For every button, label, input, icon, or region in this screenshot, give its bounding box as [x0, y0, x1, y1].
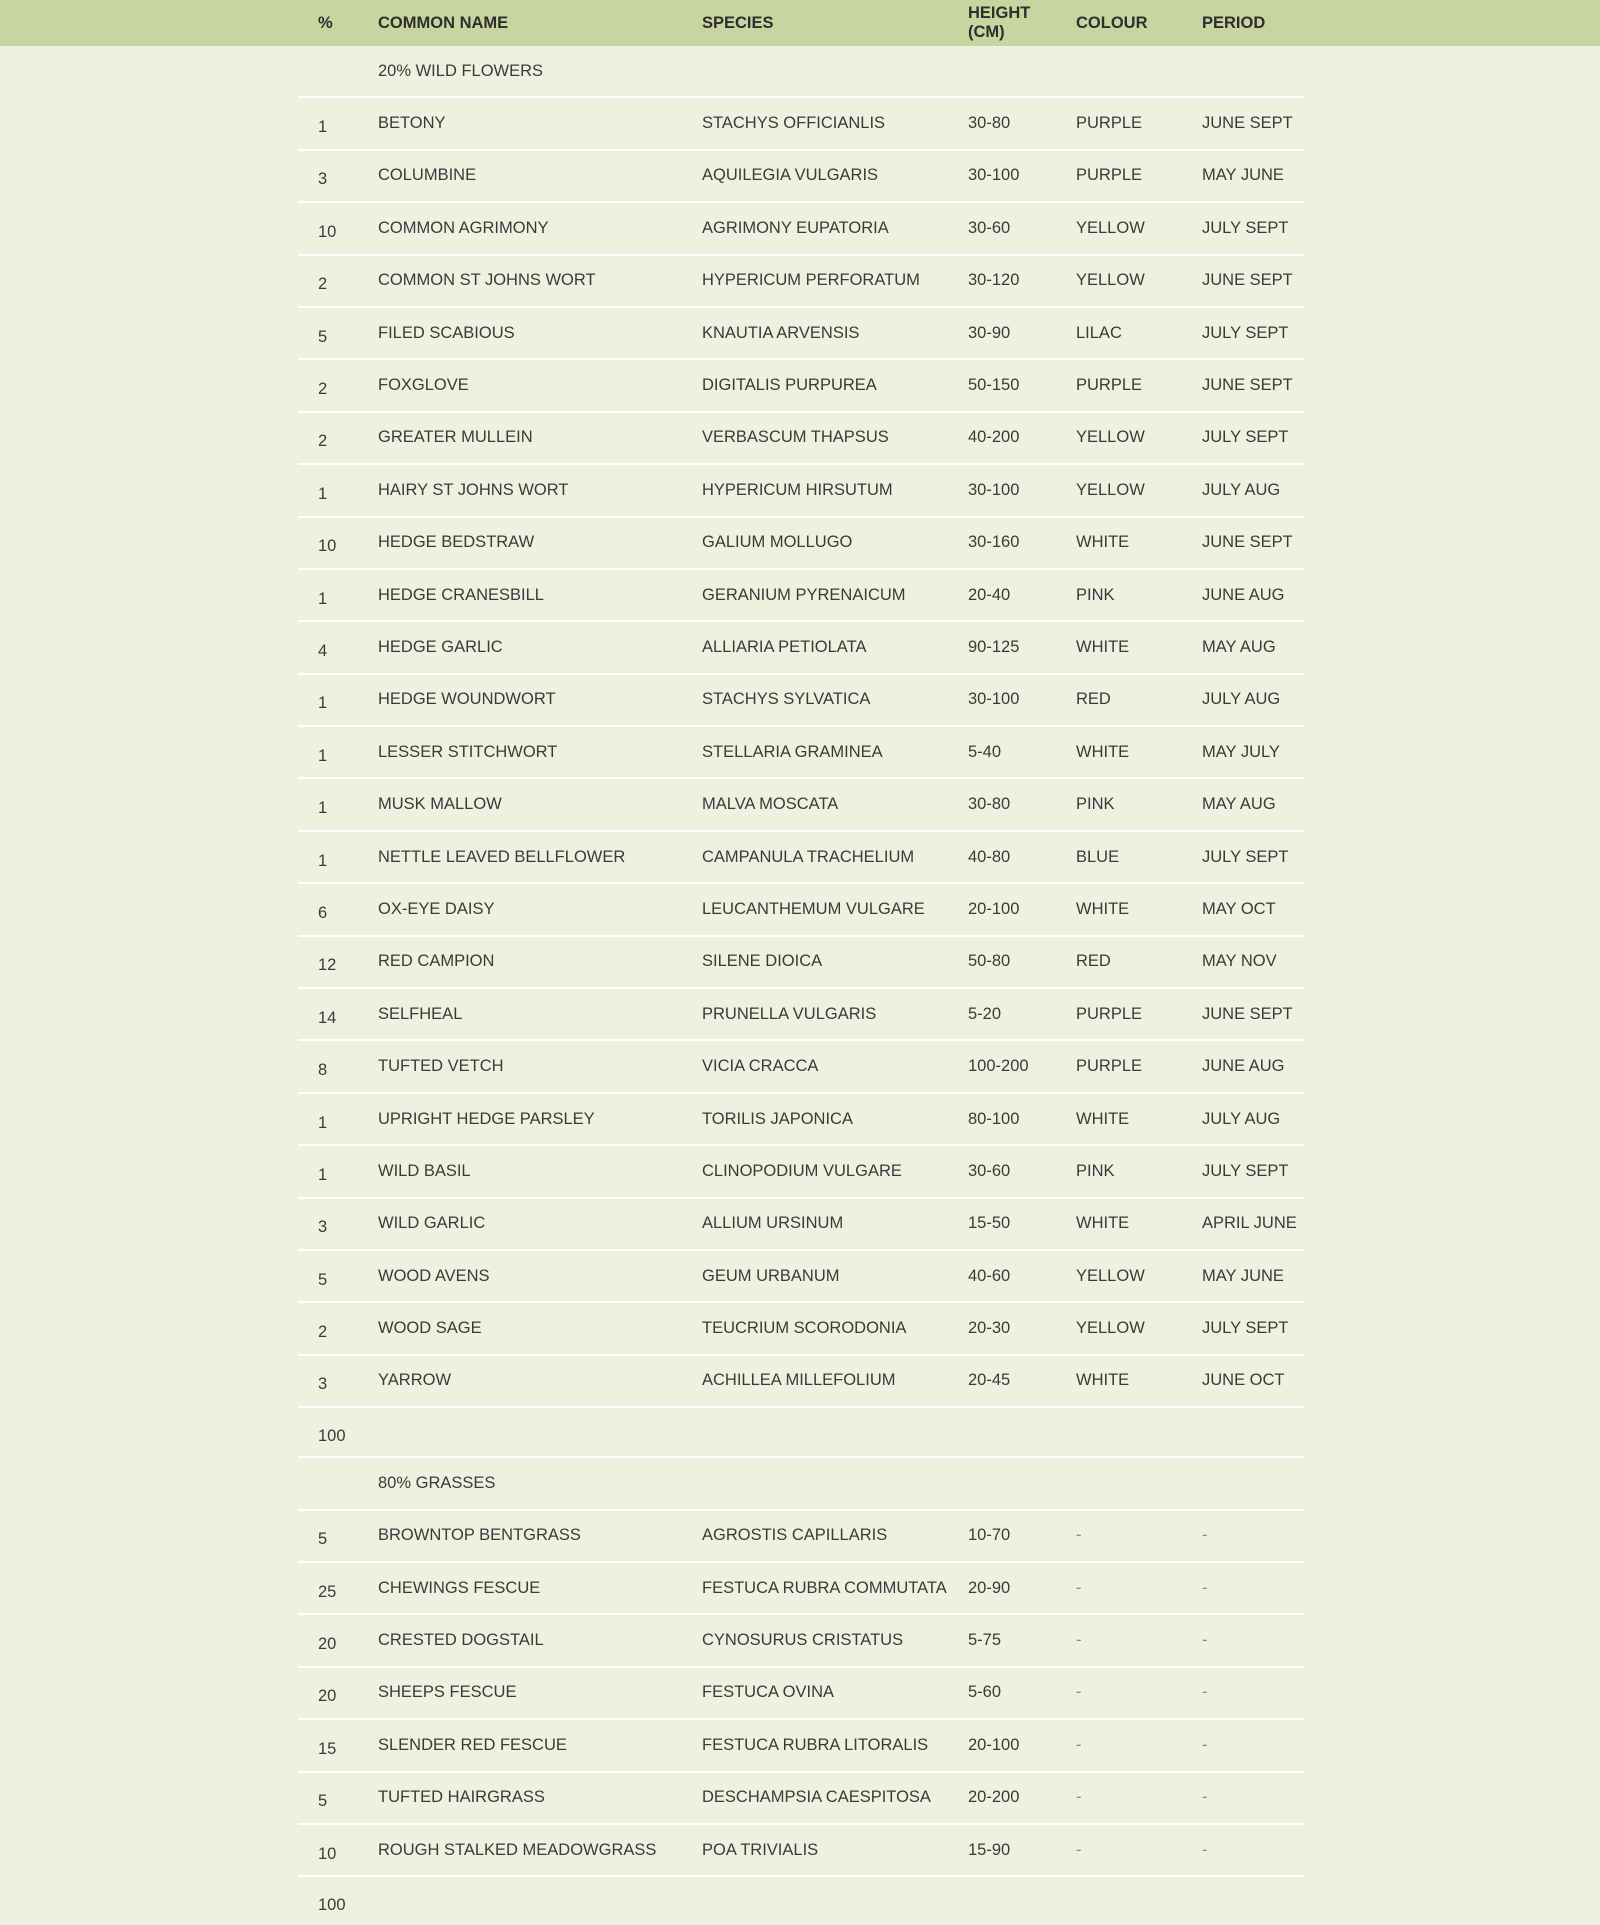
cell-common-name: OX-EYE DAISY — [378, 883, 702, 935]
cell-height: 20-100 — [968, 883, 1076, 935]
table-row — [298, 97, 1304, 149]
cell-period: MAY JUNE — [1202, 1250, 1304, 1302]
cell-period: JULY AUG — [1202, 674, 1304, 726]
cell-species: AGROSTIS CAPILLARIS — [702, 1510, 968, 1562]
table-row — [298, 1614, 1304, 1666]
cell-species: CAMPANULA TRACHELIUM — [702, 831, 968, 883]
cell-common-name: YARROW — [378, 1355, 702, 1407]
table-row — [298, 1250, 1304, 1302]
cell-species: FESTUCA RUBRA COMMUTATA — [702, 1562, 968, 1614]
column-header-height: HEIGHT (CM) — [968, 4, 1031, 41]
cell-period: - — [1202, 1667, 1304, 1719]
cell-common-name: WILD GARLIC — [378, 1198, 702, 1250]
cell-height: 15-50 — [968, 1198, 1076, 1250]
column-header-pct: % — [318, 13, 333, 32]
cell-height: 30-120 — [968, 255, 1076, 307]
cell-common-name: CHEWINGS FESCUE — [378, 1562, 702, 1614]
cell-period: JUNE AUG — [1202, 569, 1304, 621]
cell-common-name: RED CAMPION — [378, 936, 702, 988]
cell-colour: RED — [1076, 674, 1202, 726]
cell-species: HYPERICUM PERFORATUM — [702, 255, 968, 307]
cell-period: JUNE SEPT — [1202, 359, 1304, 411]
table-row — [298, 883, 1304, 935]
cell-height: 20-30 — [968, 1302, 1076, 1354]
cell-period: JUNE SEPT — [1202, 517, 1304, 569]
cell-period: JULY SEPT — [1202, 1145, 1304, 1197]
table-row — [298, 1824, 1304, 1876]
cell-colour: LILAC — [1076, 307, 1202, 359]
cell-pct: 5 — [298, 1250, 378, 1302]
cell-pct: 10 — [298, 1824, 378, 1876]
table-row — [298, 726, 1304, 778]
cell-common-name: HEDGE GARLIC — [378, 621, 702, 673]
cell-species: LEUCANTHEMUM VULGARE — [702, 883, 968, 935]
cell-colour: - — [1076, 1824, 1202, 1876]
table-row — [298, 988, 1304, 1040]
cell-species: VICIA CRACCA — [702, 1040, 968, 1092]
cell-species: STACHYS OFFICIANLIS — [702, 97, 968, 149]
cell-height: 40-200 — [968, 412, 1076, 464]
cell-height: 40-80 — [968, 831, 1076, 883]
cell-common-name: FILED SCABIOUS — [378, 307, 702, 359]
cell-common-name: HEDGE WOUNDWORT — [378, 674, 702, 726]
cell-species: FESTUCA RUBRA LITORALIS — [702, 1719, 968, 1771]
cell-period: MAY NOV — [1202, 936, 1304, 988]
cell-species: SILENE DIOICA — [702, 936, 968, 988]
cell-pct: 1 — [298, 97, 378, 149]
cell-period: JULY SEPT — [1202, 412, 1304, 464]
cell-pct: 3 — [298, 1198, 378, 1250]
cell-height: 30-80 — [968, 97, 1076, 149]
wildflowers-section-label: 20% WILD FLOWERS — [378, 46, 1304, 97]
cell-height: 40-60 — [968, 1250, 1076, 1302]
column-header-period: PERIOD — [1202, 13, 1266, 32]
cell-pct: 12 — [298, 936, 378, 988]
cell-period: JUNE AUG — [1202, 1040, 1304, 1092]
column-header-colour: COLOUR — [1076, 13, 1148, 32]
cell-pct: 20 — [298, 1667, 378, 1719]
cell-pct: 1 — [298, 464, 378, 516]
cell-common-name: HEDGE CRANESBILL — [378, 569, 702, 621]
cell-period: JUNE SEPT — [1202, 988, 1304, 1040]
cell-pct: 3 — [298, 1355, 378, 1407]
cell-pct: 1 — [298, 778, 378, 830]
grasses-section-label: 80% GRASSES — [378, 1457, 1304, 1509]
cell-pct — [298, 46, 378, 97]
table-row — [298, 778, 1304, 830]
cell-species: ACHILLEA MILLEFOLIUM — [702, 1355, 968, 1407]
cell-pct: 1 — [298, 1145, 378, 1197]
cell-pct: 10 — [298, 517, 378, 569]
cell-common-name: SELFHEAL — [378, 988, 702, 1040]
cell-species: GEUM URBANUM — [702, 1250, 968, 1302]
cell-height: 5-75 — [968, 1614, 1076, 1666]
cell-colour: YELLOW — [1076, 1250, 1202, 1302]
cell-species: CYNOSURUS CRISTATUS — [702, 1614, 968, 1666]
cell-common-name: WOOD SAGE — [378, 1302, 702, 1354]
cell-colour: WHITE — [1076, 1198, 1202, 1250]
table-row — [298, 674, 1304, 726]
cell-colour: WHITE — [1076, 883, 1202, 935]
cell-height: 20-40 — [968, 569, 1076, 621]
cell-height: 5-40 — [968, 726, 1076, 778]
cell-pct: 8 — [298, 1040, 378, 1092]
cell-colour: PURPLE — [1076, 988, 1202, 1040]
cell-colour: - — [1076, 1719, 1202, 1771]
cell-common-name: NETTLE LEAVED BELLFLOWER — [378, 831, 702, 883]
cell-colour: PURPLE — [1076, 1040, 1202, 1092]
cell-height: 30-60 — [968, 202, 1076, 254]
cell-common-name: BETONY — [378, 97, 702, 149]
cell-species: POA TRIVIALIS — [702, 1824, 968, 1876]
table-row — [298, 464, 1304, 516]
cell-species: FESTUCA OVINA — [702, 1667, 968, 1719]
cell-species: AQUILEGIA VULGARIS — [702, 150, 968, 202]
cell-height: 5-20 — [968, 988, 1076, 1040]
cell-height: 30-80 — [968, 778, 1076, 830]
table-row — [298, 1772, 1304, 1824]
table-body — [298, 46, 1304, 1925]
cell-common-name: LESSER STITCHWORT — [378, 726, 702, 778]
cell-colour: PINK — [1076, 778, 1202, 830]
table-row — [298, 1562, 1304, 1614]
cell-species: CLINOPODIUM VULGARE — [702, 1145, 968, 1197]
cell-common-name: WILD BASIL — [378, 1145, 702, 1197]
cell-pct: 20 — [298, 1614, 378, 1666]
cell-period: JULY AUG — [1202, 464, 1304, 516]
cell-species: GERANIUM PYRENAICUM — [702, 569, 968, 621]
cell-height: 80-100 — [968, 1093, 1076, 1145]
cell-colour: BLUE — [1076, 831, 1202, 883]
cell-common-name: SLENDER RED FESCUE — [378, 1719, 702, 1771]
cell-common-name: CRESTED DOGSTAIL — [378, 1614, 702, 1666]
cell-pct: 1 — [298, 569, 378, 621]
cell-colour: YELLOW — [1076, 464, 1202, 516]
cell-period: JUNE OCT — [1202, 1355, 1304, 1407]
cell-colour: YELLOW — [1076, 412, 1202, 464]
table-row — [298, 1040, 1304, 1092]
cell-species: TORILIS JAPONICA — [702, 1093, 968, 1145]
cell-species: TEUCRIUM SCORODONIA — [702, 1302, 968, 1354]
cell-pct: 2 — [298, 412, 378, 464]
table-row — [298, 1355, 1304, 1407]
cell-period: JUNE SEPT — [1202, 97, 1304, 149]
cell-period: - — [1202, 1510, 1304, 1562]
table-header — [298, 0, 1304, 46]
cell-period: APRIL JUNE — [1202, 1198, 1304, 1250]
table-row — [298, 569, 1304, 621]
cell-colour: WHITE — [1076, 1355, 1202, 1407]
cell-common-name: HEDGE BEDSTRAW — [378, 517, 702, 569]
cell-species: GALIUM MOLLUGO — [702, 517, 968, 569]
cell-period: JULY SEPT — [1202, 1302, 1304, 1354]
wildflowers-total-row — [298, 1407, 1304, 1457]
cell-height: 100-200 — [968, 1040, 1076, 1092]
cell-species: STACHYS SYLVATICA — [702, 674, 968, 726]
cell-colour: PINK — [1076, 569, 1202, 621]
cell-pct: 1 — [298, 674, 378, 726]
table-row — [298, 307, 1304, 359]
cell-height: 90-125 — [968, 621, 1076, 673]
grasses-section-row — [298, 1457, 1304, 1509]
cell-colour: PURPLE — [1076, 97, 1202, 149]
cell-species: HYPERICUM HIRSUTUM — [702, 464, 968, 516]
grasses-total-row — [298, 1876, 1304, 1925]
cell-pct — [298, 1457, 378, 1509]
table-row — [298, 1198, 1304, 1250]
cell-period: - — [1202, 1824, 1304, 1876]
header-row — [298, 0, 1304, 46]
cell-period: JUNE SEPT — [1202, 255, 1304, 307]
cell-common-name: UPRIGHT HEDGE PARSLEY — [378, 1093, 702, 1145]
cell-colour: - — [1076, 1614, 1202, 1666]
cell-pct: 6 — [298, 883, 378, 935]
cell-species: AGRIMONY EUPATORIA — [702, 202, 968, 254]
cell-pct: 2 — [298, 359, 378, 411]
cell-period: JULY AUG — [1202, 1093, 1304, 1145]
cell-period: - — [1202, 1719, 1304, 1771]
cell-colour: YELLOW — [1076, 255, 1202, 307]
table-row — [298, 1667, 1304, 1719]
cell-period: MAY JUNE — [1202, 150, 1304, 202]
cell-pct: 25 — [298, 1562, 378, 1614]
cell-species: DIGITALIS PURPUREA — [702, 359, 968, 411]
table-row — [298, 1719, 1304, 1771]
cell-colour: PURPLE — [1076, 150, 1202, 202]
cell-height: 30-60 — [968, 1145, 1076, 1197]
cell-period: JULY SEPT — [1202, 307, 1304, 359]
cell-species: DESCHAMPSIA CAESPITOSA — [702, 1772, 968, 1824]
table-row — [298, 517, 1304, 569]
cell-pct: 3 — [298, 150, 378, 202]
table-row — [298, 202, 1304, 254]
cell-pct: 5 — [298, 307, 378, 359]
cell-colour: WHITE — [1076, 517, 1202, 569]
cell-pct: 1 — [298, 1093, 378, 1145]
cell-common-name: COLUMBINE — [378, 150, 702, 202]
cell-species: VERBASCUM THAPSUS — [702, 412, 968, 464]
table-row — [298, 1145, 1304, 1197]
cell-height: 30-160 — [968, 517, 1076, 569]
table-row — [298, 359, 1304, 411]
cell-pct: 5 — [298, 1772, 378, 1824]
cell-height: 5-60 — [968, 1667, 1076, 1719]
table-row — [298, 621, 1304, 673]
cell-colour: - — [1076, 1510, 1202, 1562]
cell-species: MALVA MOSCATA — [702, 778, 968, 830]
cell-pct: 1 — [298, 726, 378, 778]
empty-cell — [378, 1407, 1304, 1457]
cell-period: MAY AUG — [1202, 778, 1304, 830]
cell-height: 30-100 — [968, 464, 1076, 516]
cell-pct: 5 — [298, 1510, 378, 1562]
cell-pct: 1 — [298, 831, 378, 883]
cell-common-name: COMMON AGRIMONY — [378, 202, 702, 254]
cell-common-name: TUFTED VETCH — [378, 1040, 702, 1092]
cell-height: 30-100 — [968, 150, 1076, 202]
cell-colour: WHITE — [1076, 1093, 1202, 1145]
table-row — [298, 1510, 1304, 1562]
cell-colour: - — [1076, 1772, 1202, 1824]
cell-height: 20-200 — [968, 1772, 1076, 1824]
cell-height: 10-70 — [968, 1510, 1076, 1562]
cell-colour: YELLOW — [1076, 1302, 1202, 1354]
cell-height: 15-90 — [968, 1824, 1076, 1876]
cell-period: MAY AUG — [1202, 621, 1304, 673]
cell-species: KNAUTIA ARVENSIS — [702, 307, 968, 359]
cell-height: 20-100 — [968, 1719, 1076, 1771]
cell-period: - — [1202, 1772, 1304, 1824]
cell-common-name: TUFTED HAIRGRASS — [378, 1772, 702, 1824]
cell-common-name: WOOD AVENS — [378, 1250, 702, 1302]
table-row — [298, 412, 1304, 464]
cell-pct: 10 — [298, 202, 378, 254]
cell-period: - — [1202, 1614, 1304, 1666]
cell-colour: WHITE — [1076, 621, 1202, 673]
cell-species: PRUNELLA VULGARIS — [702, 988, 968, 1040]
cell-pct: 2 — [298, 1302, 378, 1354]
cell-period: JULY SEPT — [1202, 202, 1304, 254]
cell-period: MAY JULY — [1202, 726, 1304, 778]
cell-height: 20-45 — [968, 1355, 1076, 1407]
cell-period: - — [1202, 1562, 1304, 1614]
table-row — [298, 255, 1304, 307]
cell-colour: - — [1076, 1562, 1202, 1614]
table-row — [298, 831, 1304, 883]
column-header-species: SPECIES — [702, 13, 774, 32]
cell-height: 50-150 — [968, 359, 1076, 411]
cell-colour: PURPLE — [1076, 359, 1202, 411]
cell-colour: PINK — [1076, 1145, 1202, 1197]
cell-period: MAY OCT — [1202, 883, 1304, 935]
table-row — [298, 936, 1304, 988]
wildflowers-section-row — [298, 46, 1304, 97]
table-row — [298, 1093, 1304, 1145]
cell-pct: 2 — [298, 255, 378, 307]
cell-common-name: ROUGH STALKED MEADOWGRASS — [378, 1824, 702, 1876]
cell-common-name: GREATER MULLEIN — [378, 412, 702, 464]
seed-mix-table — [298, 0, 1304, 1925]
cell-pct: 15 — [298, 1719, 378, 1771]
cell-common-name: BROWNTOP BENTGRASS — [378, 1510, 702, 1562]
table-row — [298, 1302, 1304, 1354]
cell-height: 30-90 — [968, 307, 1076, 359]
cell-common-name: COMMON ST JOHNS WORT — [378, 255, 702, 307]
table-row — [298, 150, 1304, 202]
cell-height: 30-100 — [968, 674, 1076, 726]
cell-colour: YELLOW — [1076, 202, 1202, 254]
cell-species: ALLIARIA PETIOLATA — [702, 621, 968, 673]
cell-species: ALLIUM URSINUM — [702, 1198, 968, 1250]
cell-common-name: HAIRY ST JOHNS WORT — [378, 464, 702, 516]
cell-species: STELLARIA GRAMINEA — [702, 726, 968, 778]
cell-common-name: MUSK MALLOW — [378, 778, 702, 830]
cell-pct: 14 — [298, 988, 378, 1040]
cell-common-name: FOXGLOVE — [378, 359, 702, 411]
cell-period: JULY SEPT — [1202, 831, 1304, 883]
cell-height: 20-90 — [968, 1562, 1076, 1614]
cell-colour: WHITE — [1076, 726, 1202, 778]
cell-pct: 4 — [298, 621, 378, 673]
wildflowers-total: 100 — [298, 1407, 378, 1457]
grasses-total: 100 — [318, 1895, 346, 1914]
empty-cell — [378, 1876, 1304, 1925]
cell-height: 50-80 — [968, 936, 1076, 988]
cell-colour: - — [1076, 1667, 1202, 1719]
cell-colour: RED — [1076, 936, 1202, 988]
cell-common-name: SHEEPS FESCUE — [378, 1667, 702, 1719]
column-header-common-name: COMMON NAME — [378, 13, 509, 32]
